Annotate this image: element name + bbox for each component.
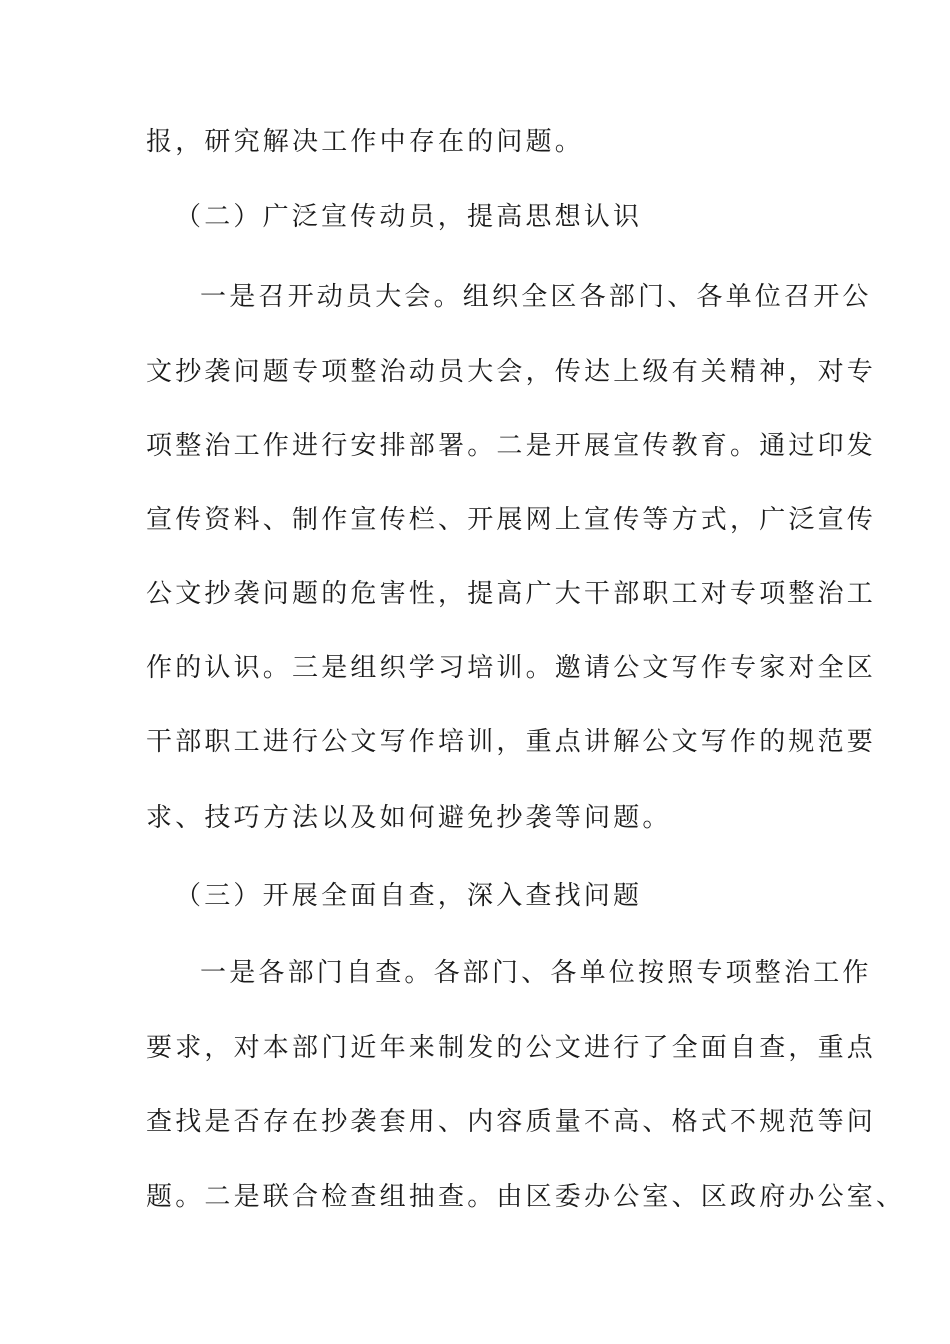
paragraph-line: 作的认识。三是组织学习培训。邀请公文写作专家对全区 bbox=[146, 653, 877, 683]
paragraph-line: 一是召开动员大会。组织全区各部门、各单位召开公 bbox=[200, 282, 872, 312]
paragraph-line: 文抄袭问题专项整治动员大会，传达上级有关精神，对专 bbox=[146, 357, 877, 387]
paragraph-line: 一是各部门自查。各部门、各单位按照专项整治工作 bbox=[200, 958, 872, 988]
paragraph-line: 查找是否存在抄袭套用、内容质量不高、格式不规范等问 bbox=[146, 1107, 877, 1137]
section-heading: （二）广泛宣传动员，提高思想认识 bbox=[175, 202, 643, 232]
paragraph-line: 报，研究解决工作中存在的问题。 bbox=[146, 127, 585, 157]
paragraph-line: 题。二是联合检查组抽查。由区委办公室、区政府办公室、 bbox=[146, 1182, 906, 1212]
paragraph-line: 公文抄袭问题的危害性，提高广大干部职工对专项整治工 bbox=[146, 579, 877, 609]
section-heading: （三）开展全面自查，深入查找问题 bbox=[175, 881, 643, 911]
paragraph-line: 求、技巧方法以及如何避免抄袭等问题。 bbox=[146, 803, 672, 833]
paragraph-line: 干部职工进行公文写作培训，重点讲解公文写作的规范要 bbox=[146, 727, 877, 757]
paragraph-line: 宣传资料、制作宣传栏、开展网上宣传等方式，广泛宣传 bbox=[146, 505, 877, 535]
paragraph-line: 要求，对本部门近年来制发的公文进行了全面自查，重点 bbox=[146, 1033, 877, 1063]
paragraph-line: 项整治工作进行安排部署。二是开展宣传教育。通过印发 bbox=[146, 431, 877, 461]
